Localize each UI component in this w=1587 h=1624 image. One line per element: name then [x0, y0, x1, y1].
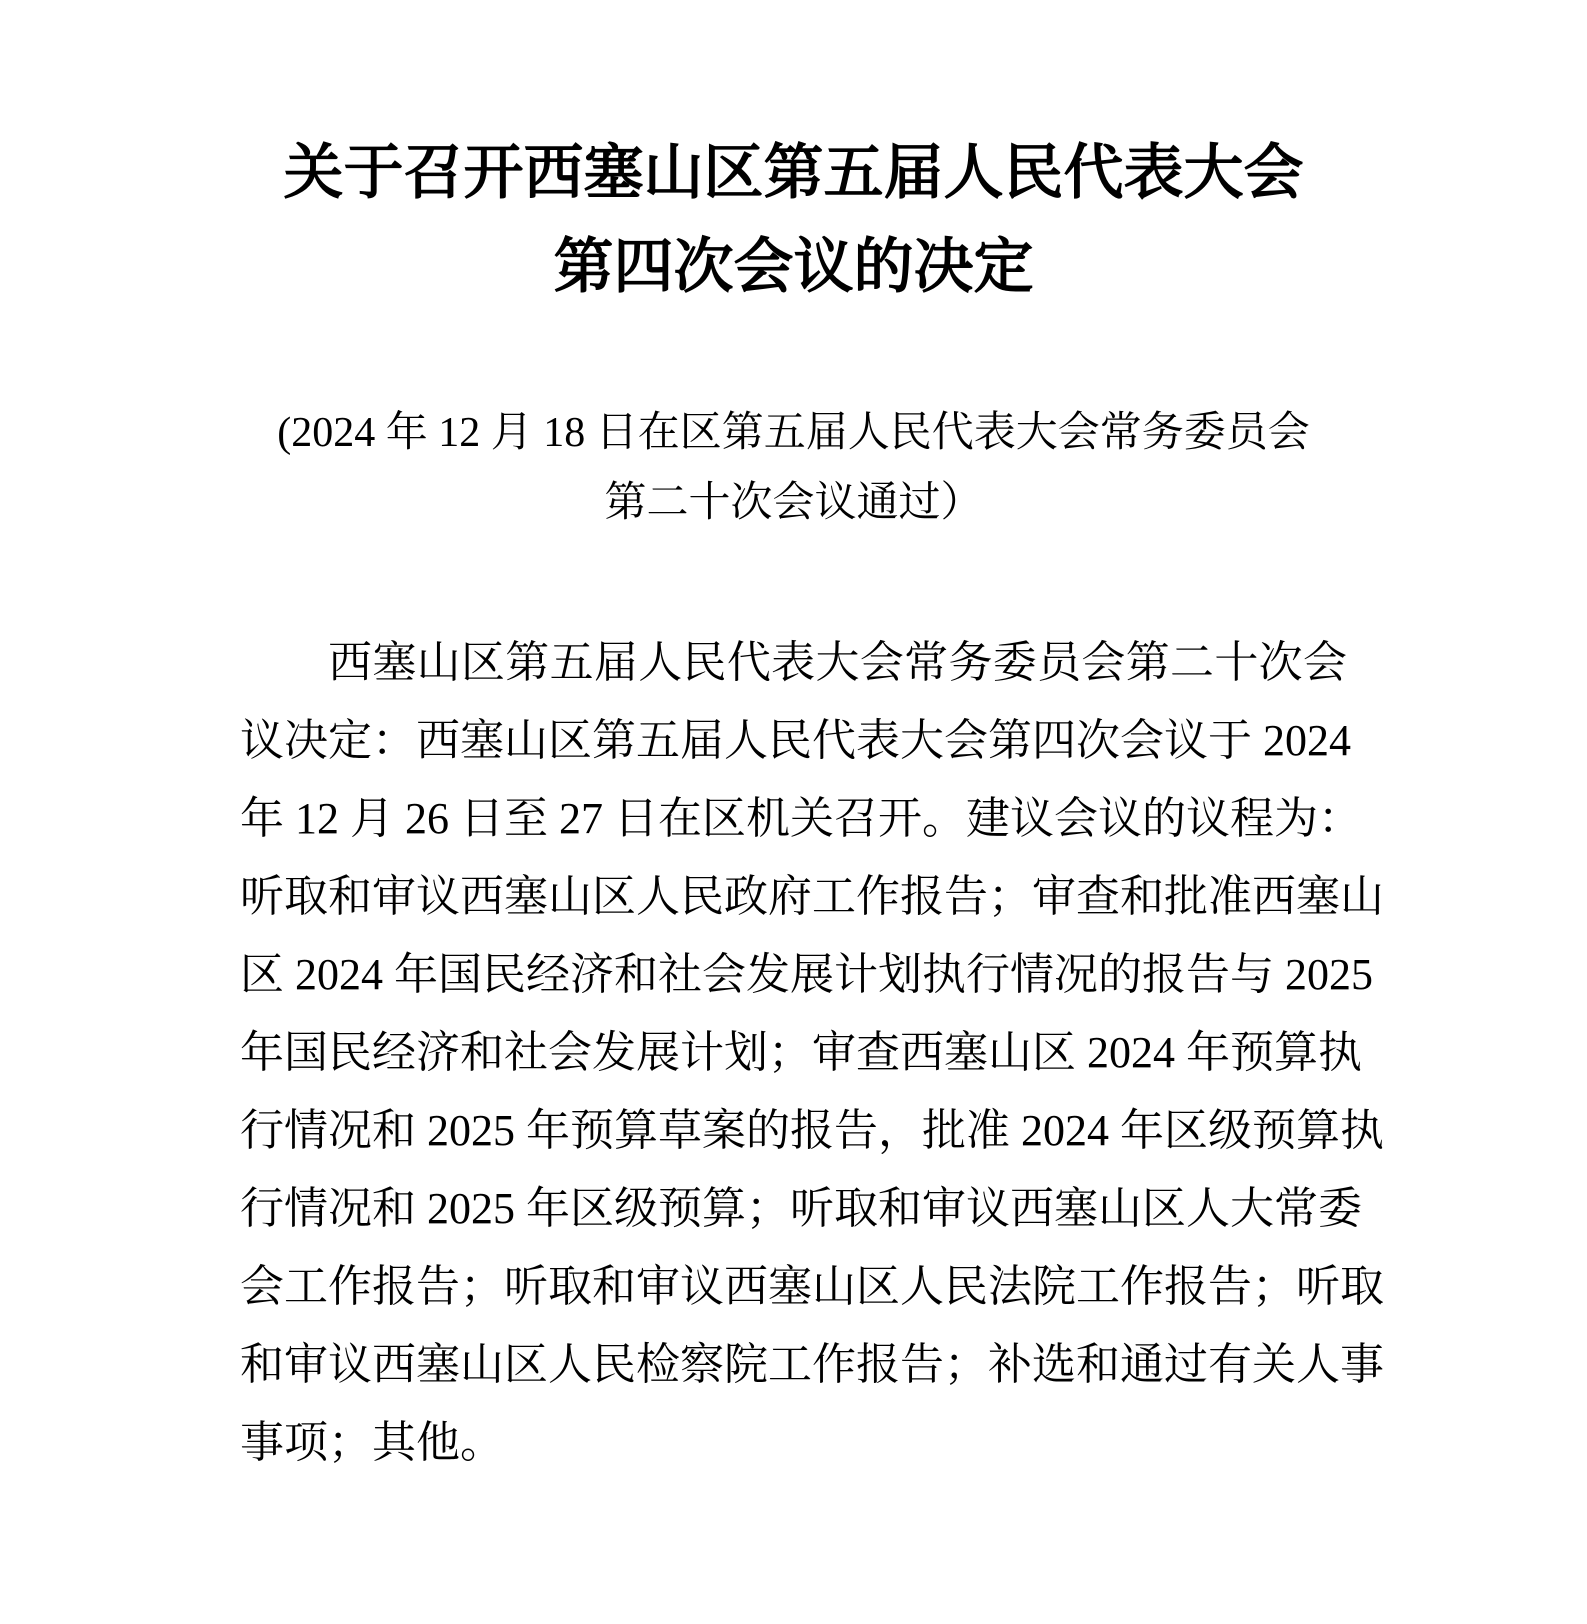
- document-title-line-2: 第四次会议的决定: [553, 234, 1034, 300]
- subtitle-adoption-date-line: (2024 年 12 月 18 日在区第五届人民代表大会常务委员会: [277, 410, 1310, 456]
- body-line: 事项；其他。: [240, 1418, 504, 1467]
- document-subtitle: [240, 398, 1347, 538]
- body-line: 行情况和 2025 年区级预算；听取和审议西塞山区人大常委: [240, 1184, 1362, 1233]
- document-body: [240, 624, 1384, 1482]
- body-line: 西塞山区第五届人民代表大会常务委员会第二十次会: [328, 638, 1347, 687]
- body-line: 听取和审议西塞山区人民政府工作报告；审查和批准西塞山: [240, 872, 1384, 921]
- body-line: 区 2024 年国民经济和社会发展计划执行情况的报告与 2025: [240, 950, 1373, 999]
- body-line: 年国民经济和社会发展计划；审查西塞山区 2024 年预算执: [240, 1028, 1362, 1077]
- body-line: 行情况和 2025 年预算草案的报告，批准 2024 年区级预算执: [240, 1106, 1384, 1155]
- body-line: 会工作报告；听取和审议西塞山区人民法院工作报告；听取: [240, 1262, 1384, 1311]
- document-title: [240, 126, 1347, 314]
- subtitle-adoption-meeting-line: 第二十次会议通过）: [604, 480, 983, 526]
- body-line: 和审议西塞山区人民检察院工作报告；补选和通过有关人事: [240, 1340, 1384, 1389]
- document-title-line-1: 关于召开西塞山区第五届人民代表大会: [283, 140, 1304, 206]
- body-line: 年 12 月 26 日至 27 日在区机关召开。建议会议的议程为：: [240, 794, 1362, 843]
- body-line: 议决定：西塞山区第五届人民代表大会第四次会议于 2024: [240, 716, 1351, 765]
